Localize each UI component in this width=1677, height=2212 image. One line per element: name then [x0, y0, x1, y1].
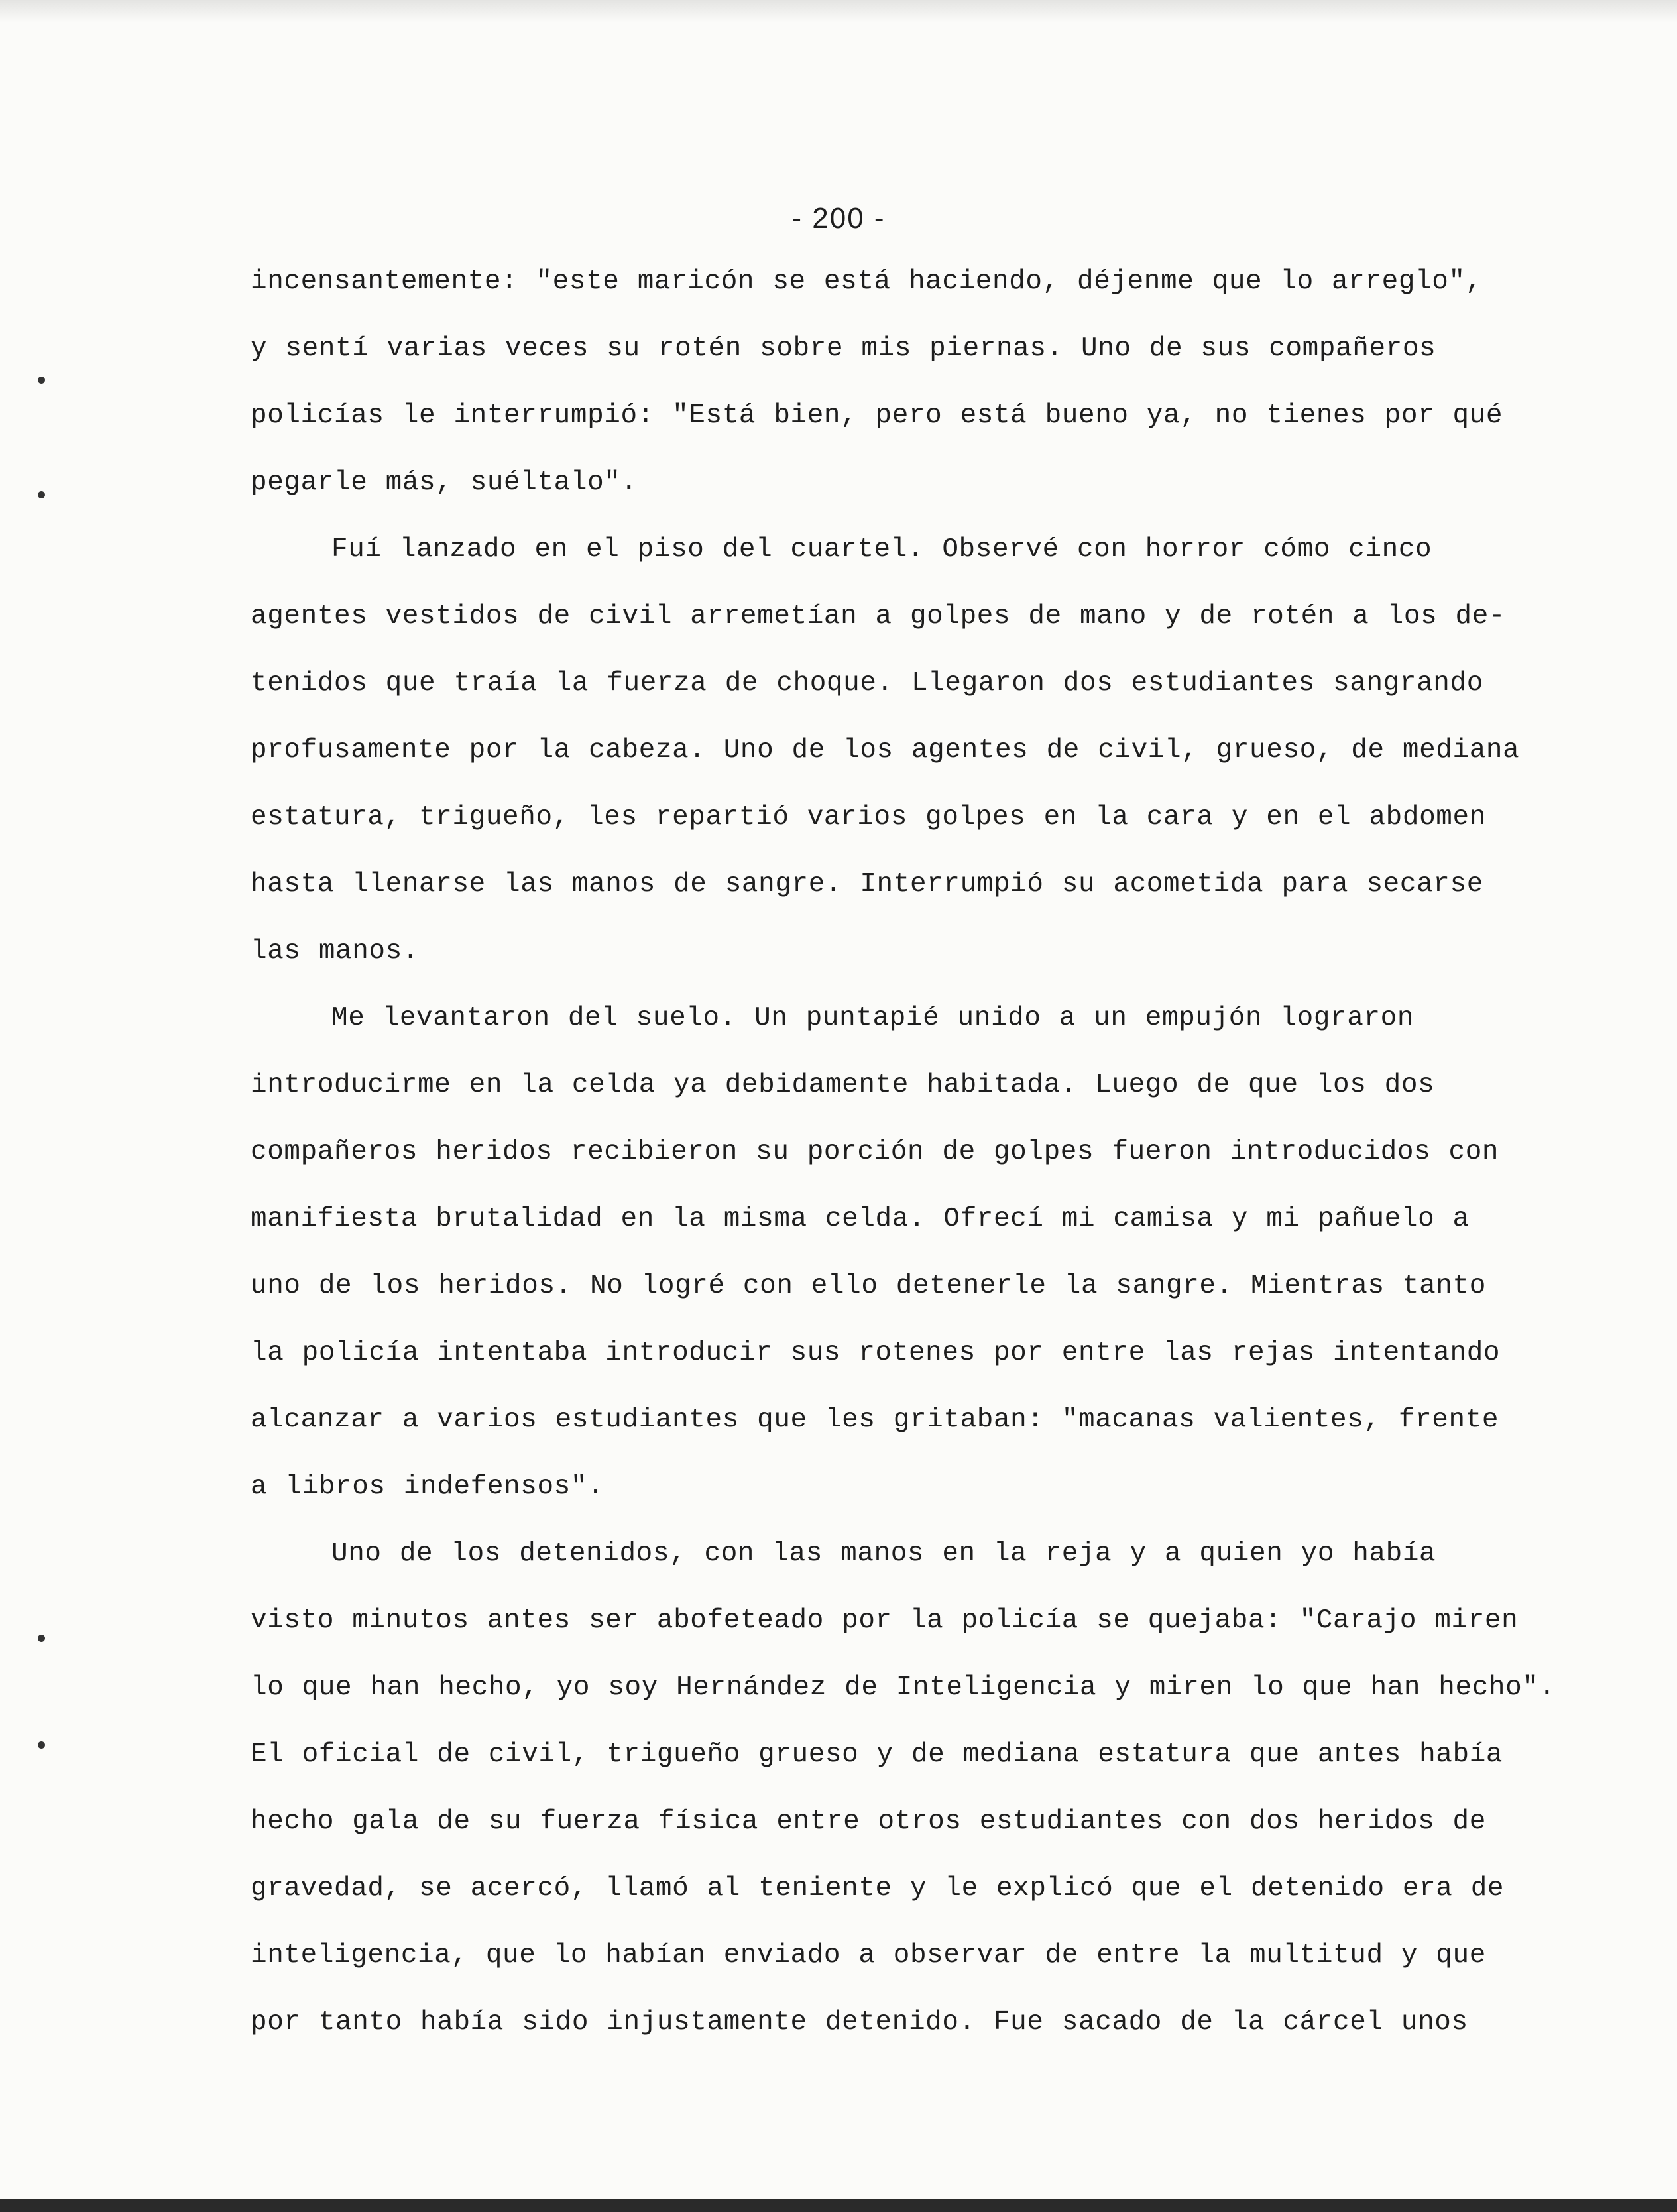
- text-line: hasta llenarse las manos de sangre. Interrumpió su acometida para secarse: [251, 869, 1483, 900]
- text-line: incensantemente: "este maricón se está haciendo, déjenme que lo arreglo",: [251, 266, 1482, 297]
- scan-top-edge: [0, 0, 1677, 23]
- text-line: hecho gala de su fuerza física entre otros estudiantes con dos heridos de: [251, 1806, 1486, 1837]
- text-line: a libros indefensos".: [251, 1472, 605, 1502]
- text-line: pegarle más, suéltalo".: [251, 467, 638, 498]
- text-line: inteligencia, que lo habían enviado a observar de entre la multitud y que: [251, 1940, 1486, 1971]
- text-line: agentes vestidos de civil arremetían a golpes de mano y de rotén a los de-: [251, 601, 1506, 632]
- text-line: uno de los heridos. No logré con ello detenerle la sangre. Mientras tanto: [251, 1271, 1486, 1301]
- scan-speck: [38, 1741, 45, 1749]
- text-line: Uno de los detenidos, con las manos en la reja y a quien yo había: [331, 1539, 1436, 1569]
- text-line: introducirme en la celda ya debidamente habitada. Luego de que los dos: [251, 1070, 1435, 1100]
- text-line: Me levantaron del suelo. Un puntapié unido a un empujón lograron: [331, 1003, 1415, 1033]
- text-line: profusamente por la cabeza. Uno de los agentes de civil, grueso, de mediana: [251, 735, 1520, 766]
- text-line: gravedad, se acercó, llamó al teniente y le explicó que el detenido era de: [251, 1873, 1505, 1904]
- page-number: - 200 -: [791, 202, 886, 235]
- text-line: alcanzar a varios estudiantes que les gritaban: "macanas valientes, frente: [251, 1405, 1499, 1435]
- text-line: visto minutos antes ser abofeteado por la policía se quejaba: "Carajo miren: [251, 1605, 1519, 1636]
- text-line: policías le interrumpió: "Está bien, pero está bueno ya, no tienes por qué: [251, 400, 1503, 431]
- text-line: Fuí lanzado en el piso del cuartel. Observé con horror cómo cinco: [331, 534, 1432, 565]
- text-line: tenidos que traía la fuerza de choque. Llegaron dos estudiantes sangrando: [251, 668, 1483, 699]
- text-line: por tanto había sido injustamente detenido. Fue sacado de la cárcel unos: [251, 2007, 1468, 2038]
- text-line: El oficial de civil, trigueño grueso y de mediana estatura que antes había: [251, 1739, 1503, 1770]
- text-line: lo que han hecho, yo soy Hernández de Inteligencia y miren lo que han hecho".: [251, 1672, 1556, 1703]
- scan-speck: [38, 1635, 45, 1642]
- text-line: las manos.: [251, 936, 420, 966]
- text-line: la policía intentaba introducir sus rotenes por entre las rejas intentando: [251, 1338, 1501, 1368]
- text-line: manifiesta brutalidad en la misma celda. Ofrecí mi camisa y mi pañuelo a: [251, 1204, 1470, 1234]
- scan-bottom-edge: [0, 2199, 1677, 2212]
- scan-speck: [38, 491, 45, 498]
- text-line: y sentí varias veces su rotén sobre mis piernas. Uno de sus compañeros: [251, 333, 1436, 364]
- scan-speck: [38, 377, 45, 384]
- text-line: compañeros heridos recibieron su porción de golpes fueron introducidos con: [251, 1137, 1499, 1167]
- text-line: estatura, trigueño, les repartió varios golpes en la cara y en el abdomen: [251, 802, 1486, 833]
